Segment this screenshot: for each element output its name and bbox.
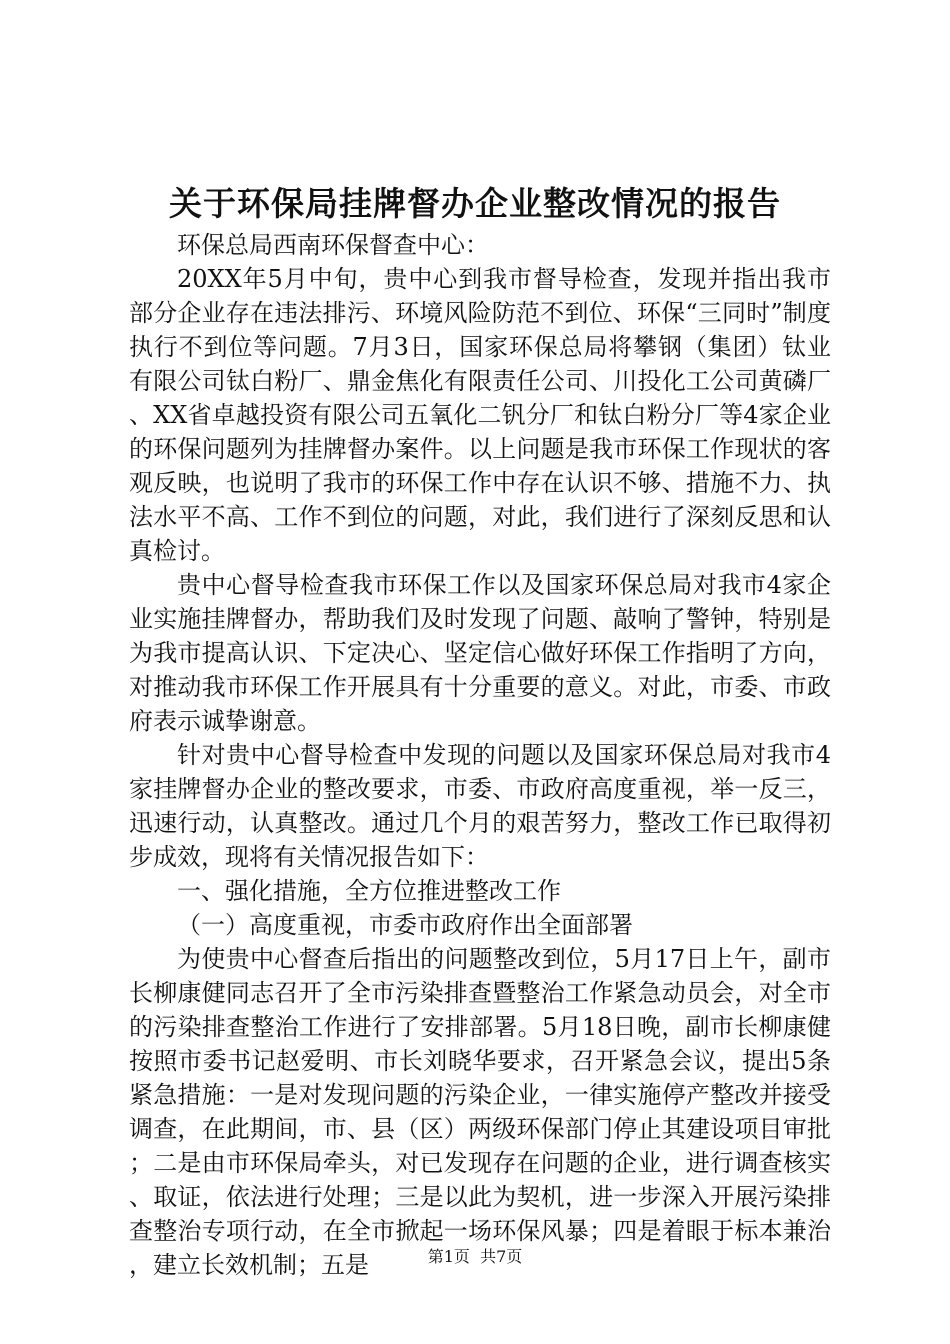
paragraph-thanks: 贵中心督导检查我市环保工作以及国家环保总局对我市4家企业实施挂牌督办，帮助我们及时发现了问题、敲响了警钟，特别是为我市提高认识、下定决心、坚定信心做好环保工作指明了方向，对推动我市环保工作开展具有十分重要的意义。对此，市委、市政府表示诚挚谢意。 (129, 571, 831, 735)
document-title: 关于环保局挂牌督办企业整改情况的报告 (169, 184, 781, 223)
subsection-heading-1: （一）高度重视，市委市政府作出全面部署 (177, 911, 633, 939)
paragraph-background: 20XX年5月中旬，贵中心到我市督导检查，发现并指出我市部分企业存在违法排污、环境风险防范不到位、环保“三同时”制度执行不到位等问题。7月3日，国家环保总局将攀钢（集团）钛业有限公司钛白粉厂、鼎金焦化有限责任公司、川投化工公司黄磷厂、XX省卓越投资有限公司五氧化二钒分厂和钛白粉分厂等4家企业的环保问题列为挂牌督办案件。以上问题是我市环保工作现状的客观反映，也说明了我市的环保工作中存在认识不够、措施不力、执法水平不高、工作不到位的问题，对此，我们进行了深刻反思和认真检讨。 (129, 265, 831, 565)
page-number-footer: 第1页 共7页 (427, 1247, 523, 1266)
section-heading-1: 一、强化措施，全方位推进整改工作 (177, 877, 561, 905)
paragraph-response: 针对贵中心督导检查中发现的问题以及国家环保总局对我市4家挂牌督办企业的整改要求，市委、市政府高度重视，举一反三，迅速行动，认真整改。通过几个月的艰苦努力，整改工作已取得初步成效，现将有关情况报告如下： (129, 741, 831, 871)
document-body (129, 228, 831, 1282)
salutation: 环保总局西南环保督查中心： (177, 231, 489, 259)
paragraph-measures: 为使贵中心督查后指出的问题整改到位，5月17日上午，副市长柳康健同志召开了全市污染排查暨整治工作紧急动员会，对全市的污染排查整治工作进行了安排部署。5月18日晚，副市长柳康健按照市委书记赵爱明、市长刘晓华要求，召开紧急会议，提出5条紧急措施：一是对发现问题的污染企业，一律实施停产整改并接受调查，在此期间，市、县（区）两级环保部门停止其建设项目审批；二是由市环保局牵头，对已发现存在问题的企业，进行调查核实、取证，依法进行处理；三是以此为契机，进一步深入开展污染排查整治专项行动，在全市掀起一场环保风暴；四是着眼于标本兼治，建立长效机制；五是 (129, 945, 831, 1279)
